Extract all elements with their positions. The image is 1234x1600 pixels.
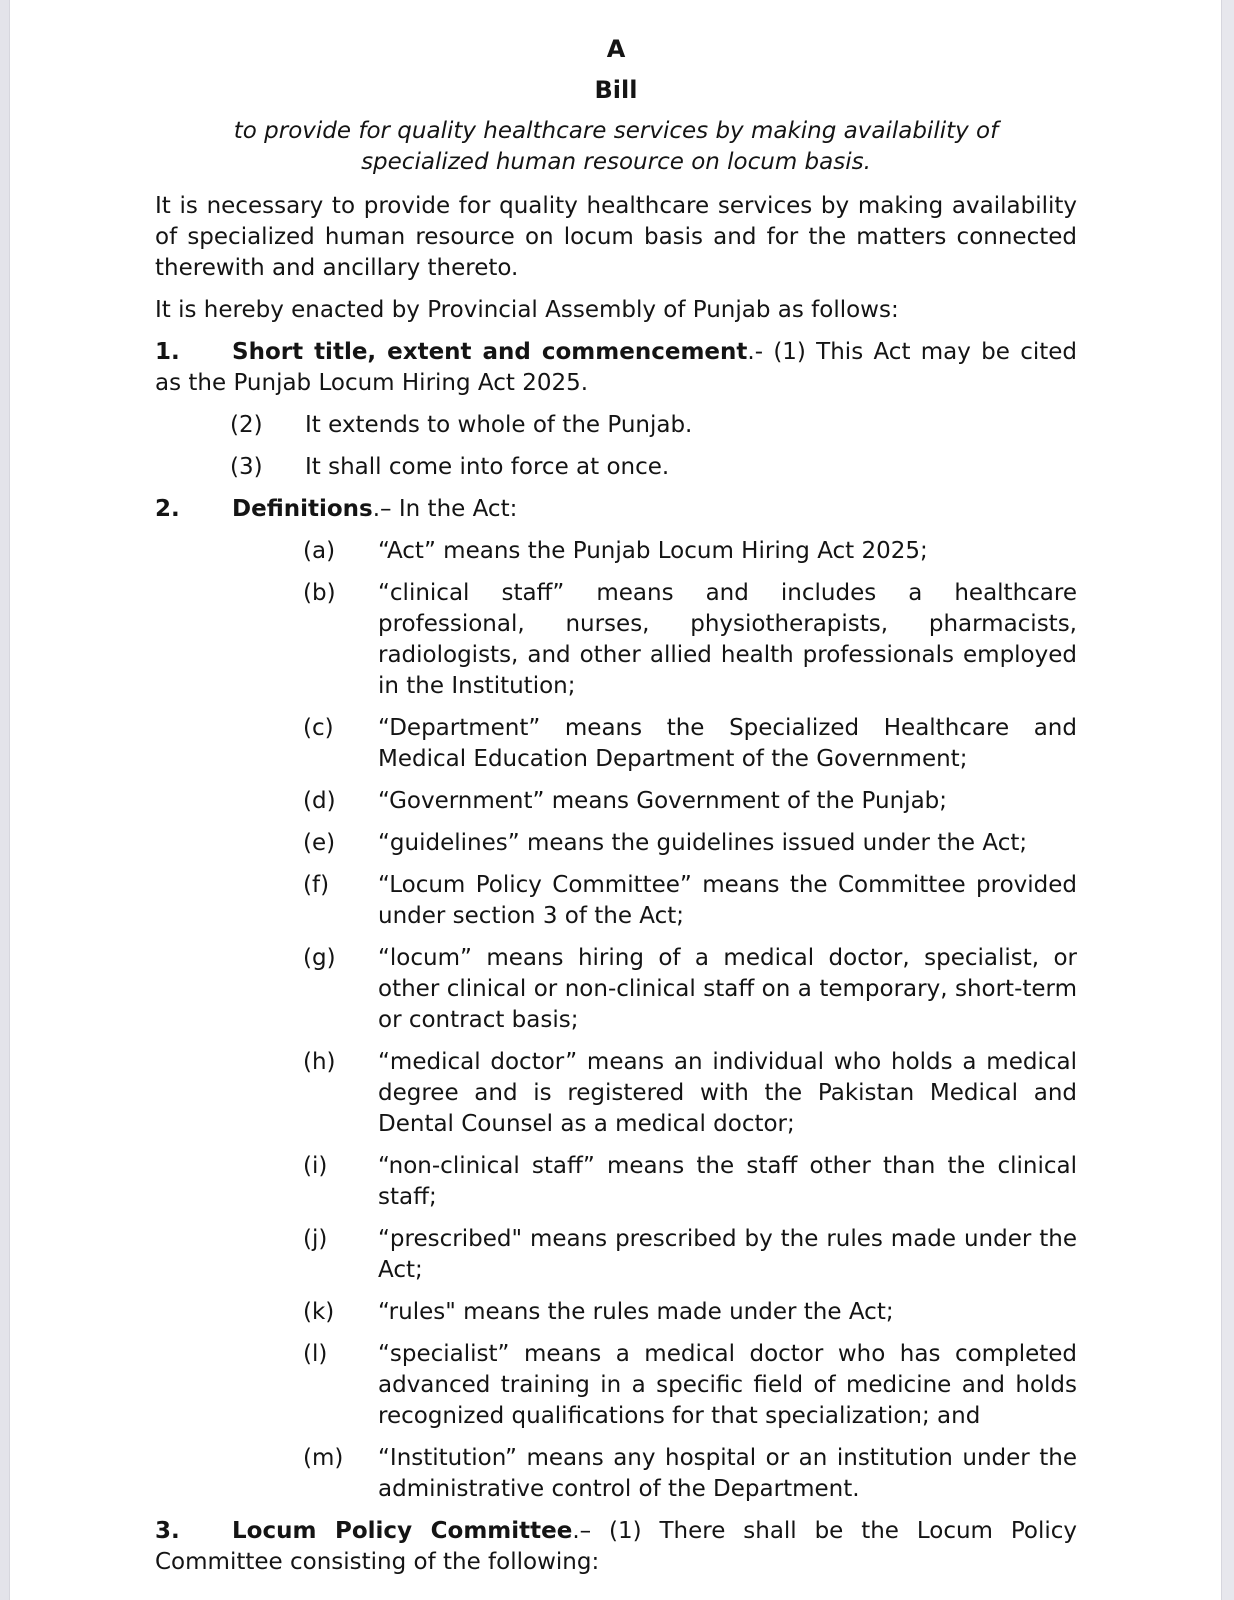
preamble-paragraph: It is necessary to provide for quality healthcare services by making availability of specialized human resource on locum basis and for the matters connected therewith and ancillary thereto. (155, 193, 1077, 281)
section-3-number: 3. (155, 1518, 180, 1544)
definition-k-label: (k) (303, 1299, 335, 1325)
definition-e-text: “guidelines” means the guidelines issued under the Act; (378, 830, 1028, 856)
definition-j (303, 1224, 1077, 1286)
page-edge-left (0, 0, 10, 1600)
definition-e-label: (e) (303, 830, 336, 856)
definition-m-label: (m) (303, 1445, 344, 1471)
long-title: to provide for quality healthcare services by making availability of specialized human resource on locum basis. (233, 118, 999, 175)
section-1-heading (155, 337, 1077, 399)
definition-i-text: “non-clinical staff” means the staff other than the clinical staff; (378, 1153, 1077, 1210)
subsection-1-2 (230, 410, 1077, 441)
definition-l-text: “specialist” means a medical doctor who has completed advanced training in a specific field of medicine and holds recognized qualifications for that specialization; and (378, 1341, 1077, 1429)
page-edge-right (1221, 0, 1234, 1600)
definition-d-label: (d) (303, 788, 336, 814)
definition-h-text: “medical doctor” means an individual who holds a medical degree and is registered with the Pakistan Medical and Dental Counsel as a medical doctor; (378, 1049, 1077, 1137)
section-1-title-suffix: .- (747, 339, 764, 365)
section-3-title-suffix: .– (572, 1518, 592, 1544)
section-1-title: Short title, extent and commencement (232, 339, 748, 365)
definition-d (303, 786, 1077, 817)
definition-f-text: “Locum Policy Committee” means the Committee provided under section 3 of the Act; (378, 872, 1077, 929)
section-1-number: 1. (155, 339, 180, 365)
section-2-number: 2. (155, 496, 180, 522)
definition-c-label: (c) (303, 715, 334, 741)
definition-e (303, 828, 1077, 859)
subsection-1-3-label: (3) (230, 454, 263, 480)
definition-b-label: (b) (303, 580, 336, 606)
definition-f-label: (f) (303, 872, 330, 898)
definition-m-text: “Institution” means any hospital or an institution under the administrative control of the Department. (378, 1445, 1077, 1502)
subsection-1-2-label: (2) (230, 412, 263, 438)
definition-g-text: “locum” means hiring of a medical doctor, specialist, or other clinical or non-clinical staff on a temporary, short-term or contract basis; (378, 945, 1077, 1033)
definition-m (303, 1443, 1077, 1505)
definition-j-text: “prescribed" means prescribed by the rules made under the Act; (378, 1226, 1077, 1283)
definition-i (303, 1151, 1077, 1213)
definition-a (303, 536, 1077, 567)
definition-d-text: “Government” means Government of the Punjab; (378, 788, 948, 814)
definition-i-label: (i) (303, 1153, 328, 1179)
subsection-1-3 (230, 452, 1077, 483)
definition-l-label: (l) (303, 1341, 328, 1367)
definition-c (303, 713, 1077, 775)
definition-c-text: “Department” means the Specialized Healthcare and Medical Education Department of the Government; (378, 715, 1077, 772)
definition-a-text: “Act” means the Punjab Locum Hiring Act 2025; (378, 538, 928, 564)
section-3-heading (155, 1516, 1077, 1578)
definition-a-label: (a) (303, 538, 336, 564)
definition-k (303, 1297, 1077, 1328)
definition-b-text: “clinical staff” means and includes a healthcare professional, nurses, physiotherapists, pharmacists, radiologists, and other allied health professionals employed in the Institution; (378, 580, 1077, 699)
section-1-body: (1) This Act may be cited as the Punjab Locum Hiring Act 2025. (155, 339, 1078, 396)
doc-heading-letter: A (606, 35, 626, 63)
doc-heading-word: Bill (594, 76, 638, 104)
definition-h-label: (h) (303, 1049, 336, 1075)
section-3-body: (1) There shall be the Locum Policy Committee consisting of the following: (155, 1518, 1077, 1575)
enactment-clause: It is hereby enacted by Provincial Assembly of Punjab as follows: (155, 297, 899, 323)
section-3-title: Locum Policy Committee (232, 1518, 573, 1544)
section-2-title: Definitions (232, 496, 373, 522)
subsection-1-2-text: It extends to whole of the Punjab. (305, 412, 693, 438)
definition-f (303, 870, 1077, 932)
bill-document (155, 34, 1077, 1589)
definition-l (303, 1339, 1077, 1432)
section-2-heading (155, 494, 1077, 525)
subsection-1-3-text: It shall come into force at once. (305, 454, 670, 480)
section-2-body: In the Act: (398, 496, 518, 522)
definition-g-label: (g) (303, 945, 336, 971)
definition-b (303, 578, 1077, 702)
section-2-title-suffix: .– (372, 496, 392, 522)
definition-h (303, 1047, 1077, 1140)
definition-k-text: “rules" means the rules made under the Act; (378, 1299, 894, 1325)
definition-j-label: (j) (303, 1226, 328, 1252)
definition-g (303, 943, 1077, 1036)
